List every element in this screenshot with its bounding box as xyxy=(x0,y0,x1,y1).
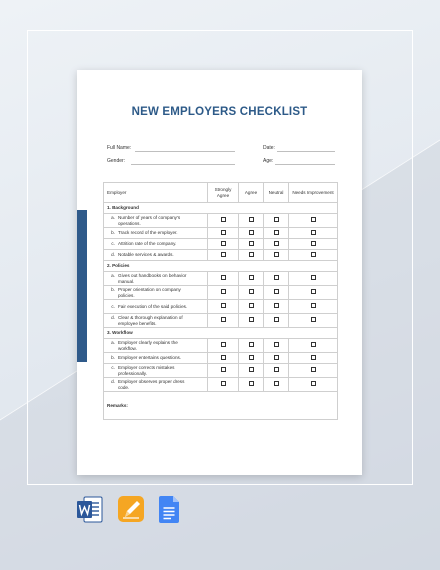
pages-icon xyxy=(118,496,144,522)
checkbox[interactable] xyxy=(311,230,316,235)
checkbox-cell xyxy=(239,364,264,378)
item-text: Employer entertains questions. xyxy=(118,355,182,361)
checkbox-cell xyxy=(264,339,289,353)
checkbox[interactable] xyxy=(249,342,254,347)
table-row xyxy=(104,378,338,392)
remarks-label: Remarks: xyxy=(104,392,338,420)
item-text: Attrition rate of the company. xyxy=(118,241,177,247)
checkbox-cell xyxy=(264,250,289,261)
checkbox[interactable] xyxy=(274,217,279,222)
section-row xyxy=(104,203,338,214)
checkbox-cell xyxy=(239,353,264,364)
date-field xyxy=(277,151,335,152)
table-row xyxy=(104,250,338,261)
item-text: Notable services & awards. xyxy=(118,252,174,258)
checkbox-cell xyxy=(289,239,338,250)
full-name-field xyxy=(135,151,235,152)
checkbox[interactable] xyxy=(249,289,254,294)
checkbox-cell xyxy=(239,314,264,328)
item-cell xyxy=(104,378,208,392)
checkbox-cell xyxy=(239,339,264,353)
item-cell xyxy=(104,239,208,250)
checkbox-cell xyxy=(289,272,338,286)
checkbox-cell xyxy=(264,314,289,328)
item-text: Fair execution of the said policies. xyxy=(118,303,188,309)
checkbox[interactable] xyxy=(249,230,254,235)
item-cell xyxy=(104,314,208,328)
checkbox[interactable] xyxy=(249,317,254,322)
checkbox[interactable] xyxy=(249,241,254,246)
item-text: Proper orientation on company policies. xyxy=(118,287,181,298)
checkbox-cell xyxy=(208,239,239,250)
header-strongly-agree: Strongly Agree xyxy=(208,183,239,203)
item-cell xyxy=(104,250,208,261)
item-text: Clear & thorough explanation of employee benefits. xyxy=(118,315,183,326)
table-row xyxy=(104,364,338,378)
section-title: 1. Background xyxy=(104,203,338,214)
checkbox[interactable] xyxy=(221,252,226,257)
checkbox[interactable] xyxy=(249,303,254,308)
item-letter: c. xyxy=(111,303,115,309)
table-row xyxy=(104,214,338,228)
item-cell xyxy=(104,339,208,353)
checkbox[interactable] xyxy=(274,367,279,372)
checkbox-cell xyxy=(208,353,239,364)
checkbox-cell xyxy=(239,239,264,250)
item-cell xyxy=(104,300,208,314)
checklist-table xyxy=(103,182,338,420)
item-cell xyxy=(104,214,208,228)
item-text: Number of years of company's operations. xyxy=(118,215,181,226)
remarks-row xyxy=(104,392,338,420)
checkbox-cell xyxy=(239,228,264,239)
checkbox-cell xyxy=(208,272,239,286)
checkbox-cell xyxy=(289,314,338,328)
item-letter: b. xyxy=(111,355,115,361)
checkbox[interactable] xyxy=(221,303,226,308)
checkbox-cell xyxy=(264,272,289,286)
header-agree: Agree xyxy=(239,183,264,203)
checkbox-cell xyxy=(289,339,338,353)
table-row xyxy=(104,339,338,353)
header-employer: Employer xyxy=(104,183,208,203)
checkbox-cell xyxy=(208,314,239,328)
section-row xyxy=(104,261,338,272)
checkbox[interactable] xyxy=(311,252,316,257)
item-cell xyxy=(104,364,208,378)
checkbox-cell xyxy=(239,286,264,300)
checkbox-cell xyxy=(264,239,289,250)
gender-label: Gender: xyxy=(107,158,126,164)
checkbox-cell xyxy=(208,286,239,300)
age-field xyxy=(275,164,335,165)
table-header-row xyxy=(104,183,338,203)
checkbox-cell xyxy=(264,353,289,364)
accent-bar xyxy=(77,210,87,362)
item-cell xyxy=(104,286,208,300)
checkbox-cell xyxy=(289,250,338,261)
section-title: 2. Policies xyxy=(104,261,338,272)
checkbox[interactable] xyxy=(274,342,279,347)
item-letter: d. xyxy=(111,379,115,385)
checkbox-cell xyxy=(264,286,289,300)
google-docs-icon xyxy=(159,496,179,523)
table-row xyxy=(104,300,338,314)
checkbox-cell xyxy=(289,378,338,392)
checkbox[interactable] xyxy=(311,241,316,246)
item-letter: d. xyxy=(111,252,115,258)
item-cell xyxy=(104,228,208,239)
checkbox[interactable] xyxy=(274,289,279,294)
item-cell xyxy=(104,353,208,364)
checkbox-cell xyxy=(239,300,264,314)
checkbox[interactable] xyxy=(249,275,254,280)
checkbox[interactable] xyxy=(221,275,226,280)
checkbox-cell xyxy=(289,300,338,314)
checkbox-cell xyxy=(239,272,264,286)
checkbox-cell xyxy=(208,228,239,239)
checkbox[interactable] xyxy=(249,252,254,257)
item-text: Gives out handbooks on behavior manual. xyxy=(118,273,187,284)
document-page xyxy=(77,70,362,475)
section-row xyxy=(104,328,338,339)
document-title: NEW EMPLOYERS CHECKLIST xyxy=(131,106,308,118)
checkbox[interactable] xyxy=(274,275,279,280)
item-letter: a. xyxy=(111,340,115,346)
checkbox-cell xyxy=(208,339,239,353)
checkbox[interactable] xyxy=(221,289,226,294)
checkbox[interactable] xyxy=(221,217,226,222)
checkbox[interactable] xyxy=(249,367,254,372)
checkbox[interactable] xyxy=(274,355,279,360)
checkbox-cell xyxy=(208,250,239,261)
age-label: Age: xyxy=(263,158,274,164)
checkbox-cell xyxy=(208,214,239,228)
header-needs-improvement: Needs Improvement xyxy=(289,183,338,203)
gender-field xyxy=(131,164,235,165)
checkbox[interactable] xyxy=(311,275,316,280)
section-title: 3. Workflow xyxy=(104,328,338,339)
checkbox[interactable] xyxy=(274,303,279,308)
checkbox[interactable] xyxy=(311,289,316,294)
checkbox-cell xyxy=(264,364,289,378)
checkbox[interactable] xyxy=(274,252,279,257)
checkbox-cell xyxy=(289,364,338,378)
checkbox[interactable] xyxy=(221,342,226,347)
checkbox-cell xyxy=(264,378,289,392)
checkbox[interactable] xyxy=(311,367,316,372)
item-text: Track record of the employer. xyxy=(118,230,178,236)
checkbox[interactable] xyxy=(249,381,254,386)
checkbox-cell xyxy=(208,300,239,314)
checkbox[interactable] xyxy=(274,381,279,386)
checkbox-cell xyxy=(239,250,264,261)
checkbox[interactable] xyxy=(311,355,316,360)
checkbox-cell xyxy=(208,378,239,392)
checkbox[interactable] xyxy=(221,355,226,360)
table-row xyxy=(104,314,338,328)
checkbox[interactable] xyxy=(221,367,226,372)
item-letter: a. xyxy=(111,215,115,221)
item-cell xyxy=(104,272,208,286)
table-row xyxy=(104,272,338,286)
checkbox-cell xyxy=(289,286,338,300)
checkbox-cell xyxy=(264,214,289,228)
word-icon xyxy=(76,496,103,523)
item-letter: a. xyxy=(111,273,115,279)
checkbox-cell xyxy=(239,214,264,228)
item-letter: c. xyxy=(111,241,115,247)
table-row xyxy=(104,239,338,250)
checkbox-cell xyxy=(264,300,289,314)
checkbox[interactable] xyxy=(311,317,316,322)
checkbox-cell xyxy=(289,228,338,239)
checkbox[interactable] xyxy=(274,317,279,322)
item-letter: d. xyxy=(111,315,115,321)
table-row xyxy=(104,353,338,364)
checkbox-cell xyxy=(208,364,239,378)
checkbox[interactable] xyxy=(221,241,226,246)
checkbox[interactable] xyxy=(311,342,316,347)
checkbox-cell xyxy=(289,353,338,364)
table-row xyxy=(104,286,338,300)
checkbox[interactable] xyxy=(221,381,226,386)
checkbox[interactable] xyxy=(221,230,226,235)
checkbox[interactable] xyxy=(221,317,226,322)
checkbox[interactable] xyxy=(274,241,279,246)
date-label: Date: xyxy=(263,145,275,151)
checkbox[interactable] xyxy=(311,381,316,386)
checkbox[interactable] xyxy=(311,217,316,222)
checkbox[interactable] xyxy=(274,230,279,235)
checkbox-cell xyxy=(239,378,264,392)
checkbox[interactable] xyxy=(249,355,254,360)
item-text: Employer corrects mistakes professionally. xyxy=(118,365,175,376)
table-row xyxy=(104,228,338,239)
item-letter: b. xyxy=(111,230,115,236)
checkbox[interactable] xyxy=(311,303,316,308)
checkbox-cell xyxy=(289,214,338,228)
full-name-label: Full Name: xyxy=(107,145,132,151)
checkbox-cell xyxy=(264,228,289,239)
checkbox[interactable] xyxy=(249,217,254,222)
item-letter: c. xyxy=(111,365,115,371)
header-neutral: Neutral xyxy=(264,183,289,203)
item-letter: b. xyxy=(111,287,115,293)
item-text: Employer observes proper dress code. xyxy=(118,379,185,390)
item-text: Employer clearly explains the workflow. xyxy=(118,340,178,351)
